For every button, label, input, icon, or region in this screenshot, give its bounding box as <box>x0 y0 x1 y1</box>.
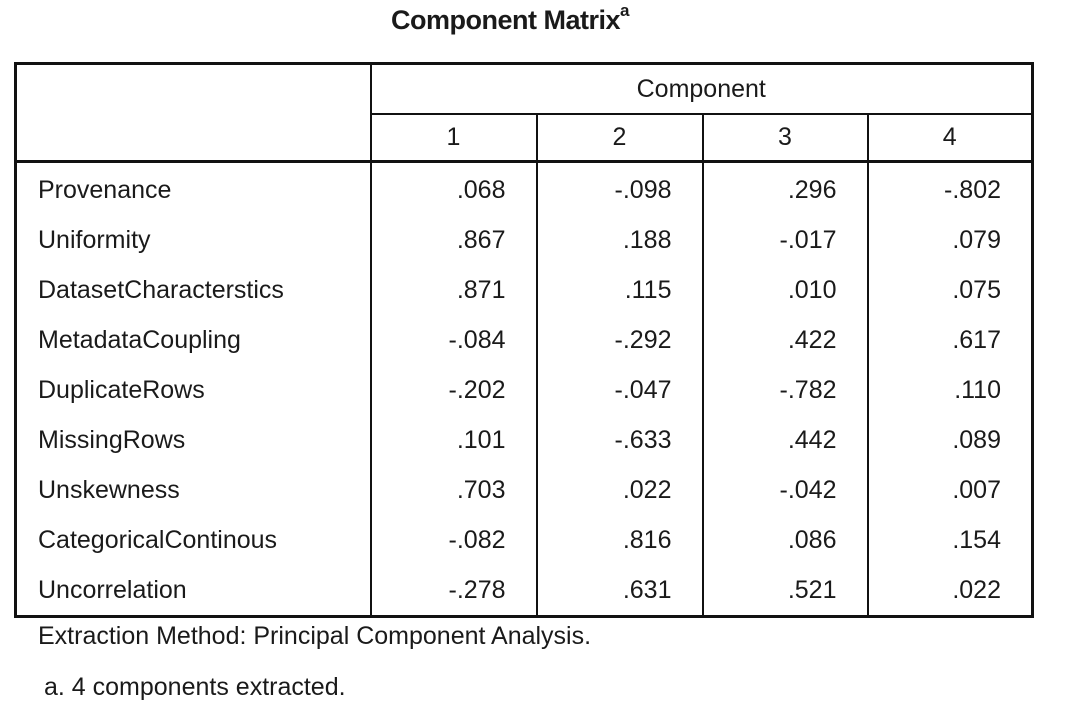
row-label: MissingRows <box>16 415 371 465</box>
table-cell: -.017 <box>703 215 868 265</box>
table-cell: .075 <box>952 275 1001 304</box>
table-cell: -.782 <box>703 365 868 415</box>
row-label: DuplicateRows <box>16 365 371 415</box>
table-cell: .631 <box>537 565 703 617</box>
table-cell: .022 <box>537 465 703 515</box>
table-cell: -.802 <box>944 175 1001 204</box>
column-header-3: 3 <box>703 114 868 162</box>
table-cell: .007 <box>952 475 1001 504</box>
column-header-4: 4 <box>868 114 1033 162</box>
table-cell: .010 <box>703 265 868 315</box>
table-cell: -.084 <box>371 315 537 365</box>
table-row <box>16 315 1033 365</box>
row-label: CategoricalContinous <box>16 515 371 565</box>
table-row <box>16 515 1033 565</box>
table-row <box>16 465 1033 515</box>
row-label: Provenance <box>16 162 371 216</box>
header-corner-cell <box>16 64 371 162</box>
table-cell: .115 <box>537 265 703 315</box>
column-header-2: 2 <box>537 114 703 162</box>
table-cell: .089 <box>952 425 1001 454</box>
table-row <box>16 365 1033 415</box>
row-label: DatasetCharacterstics <box>16 265 371 315</box>
table-cell: .079 <box>952 225 1001 254</box>
table-cell: .703 <box>371 465 537 515</box>
table-cell: .068 <box>371 162 537 216</box>
table-cell: .154 <box>952 525 1001 554</box>
table-row <box>16 265 1033 315</box>
extraction-method-note: Extraction Method: Principal Component Analysis. <box>38 622 592 650</box>
column-header-1: 1 <box>371 114 537 162</box>
title-footnote-marker: a <box>620 1 629 20</box>
component-matrix-table <box>14 62 1034 618</box>
table-row <box>16 565 1033 617</box>
table-row <box>16 415 1033 465</box>
table-cell: .816 <box>537 515 703 565</box>
row-label: Unskewness <box>16 465 371 515</box>
table-title <box>0 1 1020 36</box>
table-cell: .296 <box>703 162 868 216</box>
table-cell: .101 <box>371 415 537 465</box>
table-cell: .422 <box>703 315 868 365</box>
table-cell: .110 <box>954 375 1001 404</box>
table-cell: .521 <box>703 565 868 617</box>
table-cell: -.292 <box>537 315 703 365</box>
table-cell: -.047 <box>537 365 703 415</box>
table-cell: .086 <box>703 515 868 565</box>
table-cell: -.042 <box>703 465 868 515</box>
row-label: Uniformity <box>16 215 371 265</box>
table-cell: -.633 <box>537 415 703 465</box>
table-cell: -.202 <box>371 365 537 415</box>
table-cell: .617 <box>952 325 1001 354</box>
table-cell: .022 <box>952 575 1001 604</box>
table-row <box>16 215 1033 265</box>
table-cell: -.082 <box>371 515 537 565</box>
table-cell: .871 <box>371 265 537 315</box>
table-row <box>16 162 1033 216</box>
table-cell: -.278 <box>371 565 537 617</box>
table-cell: .188 <box>537 215 703 265</box>
table-body <box>16 162 1033 617</box>
row-label: MetadataCoupling <box>16 315 371 365</box>
components-extracted-note: a. 4 components extracted. <box>44 673 346 701</box>
table-cell: .867 <box>371 215 537 265</box>
table-cell: -.098 <box>537 162 703 216</box>
component-group-header: Component <box>371 64 1033 115</box>
table-header <box>16 64 1033 162</box>
row-label: Uncorrelation <box>16 565 371 617</box>
table-cell: .442 <box>703 415 868 465</box>
table-title-text: Component Matrix <box>391 5 621 35</box>
